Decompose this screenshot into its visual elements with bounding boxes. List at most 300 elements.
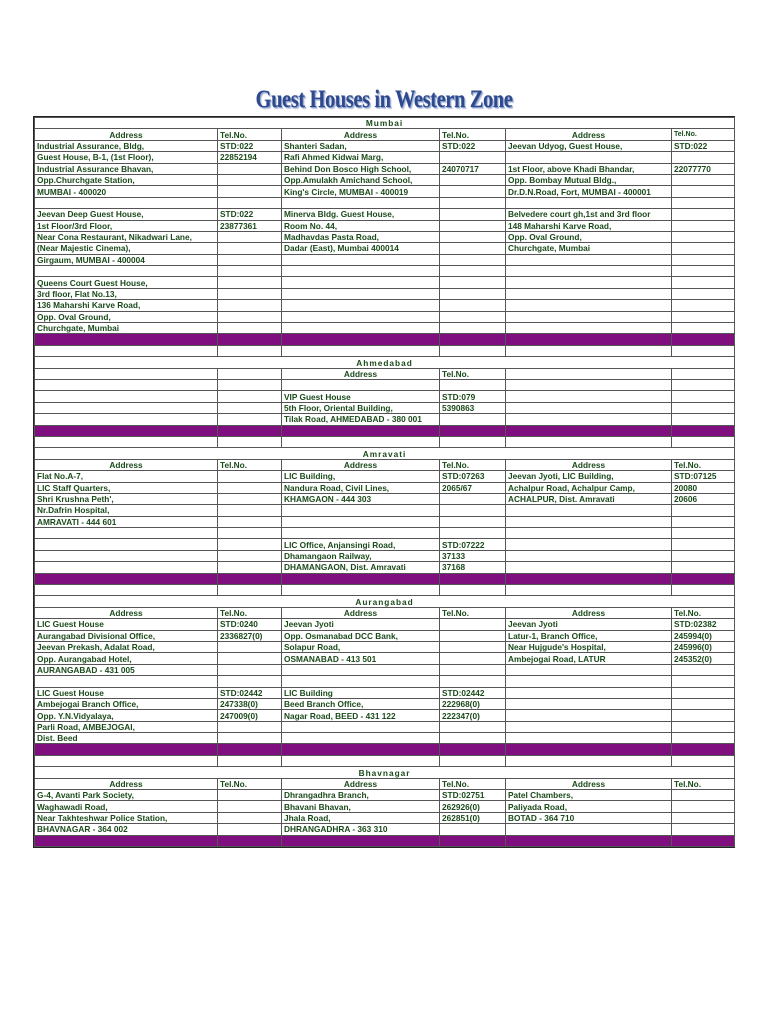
tel-header: Tel.No.: [440, 368, 506, 379]
header-row: [35, 459, 735, 470]
divider-cell: [35, 573, 218, 584]
address-cell: AURANGABAD - 431 005: [35, 664, 218, 675]
address-cell: Jeevan Jyoti: [282, 619, 440, 630]
header-row: [35, 778, 735, 789]
tel-header: Tel.No.: [440, 459, 506, 470]
tel-cell: STD:07222: [440, 539, 506, 550]
table-row: [35, 152, 735, 163]
table-row: [35, 676, 735, 687]
tel-cell: [218, 505, 282, 516]
table-row: [35, 641, 735, 652]
tel-cell: [440, 243, 506, 254]
address-cell: BOTAD - 364 710: [506, 812, 672, 823]
table-row: [35, 824, 735, 835]
table-row: [35, 482, 735, 493]
tel-cell: [672, 277, 735, 288]
address-cell: [282, 300, 440, 311]
address-cell: Opp.Amulakh Amichand School,: [282, 174, 440, 185]
address-cell: OSMANABAD - 413 501: [282, 653, 440, 664]
divider-cell: [218, 744, 282, 755]
divider-cell: [506, 835, 672, 846]
address-cell: Guest House, B-1, (1st Floor),: [35, 152, 218, 163]
table-row: [35, 140, 735, 151]
address-cell: King's Circle, MUMBAI - 400019: [282, 186, 440, 197]
address-cell: 136 Maharshi Karve Road,: [35, 300, 218, 311]
address-cell: [506, 311, 672, 322]
tel-cell: [440, 664, 506, 675]
address-header: Address: [282, 607, 440, 618]
tel-cell: [218, 539, 282, 550]
tel-cell: [440, 653, 506, 664]
table-row: [35, 471, 735, 482]
tel-cell: 222968(0): [440, 698, 506, 709]
address-cell: [506, 676, 672, 687]
tel-cell: [440, 152, 506, 163]
tel-cell: [672, 676, 735, 687]
tel-cell: [672, 288, 735, 299]
table-row: [35, 687, 735, 698]
tel-cell: [440, 197, 506, 208]
tel-cell: [672, 790, 735, 801]
tel-cell: STD:022: [672, 140, 735, 151]
tel-cell: [440, 231, 506, 242]
tel-cell: STD:02382: [672, 619, 735, 630]
section-bhavnagar: [35, 767, 735, 778]
address-header: Address: [282, 129, 440, 140]
address-header: Address: [506, 459, 672, 470]
divider-cell: [35, 835, 218, 846]
address-cell: LIC Staff Quarters,: [35, 482, 218, 493]
table-row: [35, 619, 735, 630]
header-row: [35, 129, 735, 140]
tel-cell: [218, 562, 282, 573]
address-cell: [282, 676, 440, 687]
address-cell: [506, 323, 672, 334]
address-cell: Shanteri Sadan,: [282, 140, 440, 151]
table-row: [35, 516, 735, 527]
address-cell: [282, 266, 440, 277]
table-row: [35, 539, 735, 550]
empty-cell: [218, 755, 282, 766]
tel-cell: [672, 379, 735, 390]
tel-cell: [672, 311, 735, 322]
city-heading: Bhavnagar: [35, 767, 735, 778]
tel-cell: STD:079: [440, 391, 506, 402]
tel-cell: [218, 790, 282, 801]
table-row: [35, 220, 735, 231]
tel-cell: [218, 231, 282, 242]
tel-cell: 245994(0): [672, 630, 735, 641]
tel-cell: 23877361: [218, 220, 282, 231]
address-cell: [35, 414, 218, 425]
tel-header: Tel.No.: [672, 607, 735, 618]
table-row: [35, 288, 735, 299]
address-cell: [506, 539, 672, 550]
tel-cell: [218, 391, 282, 402]
empty-cell: [506, 755, 672, 766]
empty-cell: [672, 585, 735, 596]
address-header: Address: [282, 778, 440, 789]
divider-cell: [218, 573, 282, 584]
divider-cell: [672, 744, 735, 755]
tel-cell: [218, 379, 282, 390]
address-cell: DHAMANGAON, Dist. Amravati: [282, 562, 440, 573]
tel-cell: [218, 300, 282, 311]
address-cell: [506, 402, 672, 413]
address-cell: Queens Court Guest House,: [35, 277, 218, 288]
divider-cell: [282, 835, 440, 846]
tel-cell: [218, 801, 282, 812]
address-cell: [282, 379, 440, 390]
tel-cell: [440, 630, 506, 641]
table-row: [35, 505, 735, 516]
address-cell: Nandura Road, Civil Lines,: [282, 482, 440, 493]
tel-cell: [218, 243, 282, 254]
empty-cell: [440, 436, 506, 447]
empty-cell: [506, 436, 672, 447]
tel-cell: [672, 220, 735, 231]
address-cell: Opp.Churchgate Station,: [35, 174, 218, 185]
tel-cell: 22852194: [218, 152, 282, 163]
divider-cell: [282, 744, 440, 755]
tel-cell: [218, 266, 282, 277]
empty-cell: [282, 345, 440, 356]
address-cell: Dhrangadhra Branch,: [282, 790, 440, 801]
tel-cell: [218, 174, 282, 185]
address-cell: Parli Road, AMBEJOGAI,: [35, 721, 218, 732]
divider-cell: [506, 425, 672, 436]
address-cell: Opp. Osmanabad DCC Bank,: [282, 630, 440, 641]
tel-cell: [672, 550, 735, 561]
tel-cell: 5390863: [440, 402, 506, 413]
tel-cell: [672, 664, 735, 675]
address-cell: [506, 254, 672, 265]
tel-cell: [672, 243, 735, 254]
address-cell: [35, 266, 218, 277]
address-cell: Jeevan Prekash, Adalat Road,: [35, 641, 218, 652]
address-cell: 3rd floor, Flat No.13,: [35, 288, 218, 299]
divider-cell: [218, 334, 282, 345]
table-row: [35, 277, 735, 288]
address-cell: [35, 676, 218, 687]
tel-cell: 24070717: [440, 163, 506, 174]
spacer-row: [35, 436, 735, 447]
tel-cell: [440, 414, 506, 425]
tel-cell: [218, 482, 282, 493]
address-cell: Jeevan Deep Guest House,: [35, 209, 218, 220]
tel-cell: [672, 528, 735, 539]
address-cell: Churchgate, Mumbai: [35, 323, 218, 334]
tel-cell: [672, 539, 735, 550]
tel-cell: 22077770: [672, 163, 735, 174]
tel-cell: [672, 562, 735, 573]
tel-cell: [672, 186, 735, 197]
tel-cell: [440, 493, 506, 504]
tel-cell: [440, 528, 506, 539]
address-cell: [506, 824, 672, 835]
tel-cell: STD:022: [440, 140, 506, 151]
address-cell: [35, 197, 218, 208]
address-cell: [35, 402, 218, 413]
address-cell: G-4, Avanti Park Society,: [35, 790, 218, 801]
address-cell: Churchgate, Mumbai: [506, 243, 672, 254]
address-cell: Nagar Road, BEED - 431 122: [282, 710, 440, 721]
table-row: [35, 197, 735, 208]
address-cell: [506, 266, 672, 277]
empty-cell: [672, 436, 735, 447]
city-heading: Ahmedabad: [35, 357, 735, 368]
guest-house-table: [33, 116, 735, 848]
tel-cell: [218, 414, 282, 425]
spacer-row: [35, 585, 735, 596]
table-row: [35, 790, 735, 801]
tel-cell: 247009(0): [218, 710, 282, 721]
address-cell: 5th Floor, Oriental Building,: [282, 402, 440, 413]
tel-header: Tel.No.: [218, 607, 282, 618]
section-divider: [35, 744, 735, 755]
tel-cell: [440, 323, 506, 334]
address-header: Address: [35, 459, 218, 470]
address-cell: Tilak Road, AHMEDABAD - 380 001: [282, 414, 440, 425]
divider-cell: [506, 573, 672, 584]
tel-cell: [672, 231, 735, 242]
address-cell: [506, 277, 672, 288]
address-cell: Dr.D.N.Road, Fort, MUMBAI - 400001: [506, 186, 672, 197]
tel-header: Tel.No.: [440, 607, 506, 618]
table-row: [35, 710, 735, 721]
tel-cell: [218, 824, 282, 835]
tel-cell: 2065/67: [440, 482, 506, 493]
tel-cell: 37168: [440, 562, 506, 573]
address-cell: LIC Office, Anjansingi Road,: [282, 539, 440, 550]
tel-header: Tel.No.: [440, 129, 506, 140]
tel-cell: [672, 812, 735, 823]
tel-cell: [218, 733, 282, 744]
tel-cell: 37133: [440, 550, 506, 561]
tel-cell: [440, 641, 506, 652]
tel-cell: [440, 721, 506, 732]
address-cell: Beed Branch Office,: [282, 698, 440, 709]
section-mumbai: [35, 118, 735, 129]
table-row: [35, 698, 735, 709]
divider-cell: [218, 835, 282, 846]
tel-cell: [218, 664, 282, 675]
address-cell: [506, 391, 672, 402]
tel-cell: [218, 641, 282, 652]
address-cell: LIC Building,: [282, 471, 440, 482]
empty-cell: [282, 755, 440, 766]
divider-cell: [35, 334, 218, 345]
divider-cell: [672, 573, 735, 584]
tel-header: Tel.No.: [672, 778, 735, 789]
address-cell: Rafi Ahmed Kidwai Marg,: [282, 152, 440, 163]
address-cell: [282, 733, 440, 744]
tel-header: Tel.No.: [218, 778, 282, 789]
tel-cell: [672, 300, 735, 311]
address-header: Address: [282, 459, 440, 470]
table-row: [35, 721, 735, 732]
tel-cell: [218, 812, 282, 823]
tel-header: Tel.No.: [440, 778, 506, 789]
empty-cell: [672, 368, 735, 379]
empty-cell: [218, 585, 282, 596]
address-cell: [282, 664, 440, 675]
address-cell: [282, 254, 440, 265]
tel-cell: [218, 471, 282, 482]
address-cell: Patel Chambers,: [506, 790, 672, 801]
tel-cell: [440, 288, 506, 299]
tel-cell: 262851(0): [440, 812, 506, 823]
address-cell: Minerva Bldg. Guest House,: [282, 209, 440, 220]
tel-cell: [218, 550, 282, 561]
table-row: [35, 186, 735, 197]
address-cell: [506, 414, 672, 425]
empty-cell: [672, 755, 735, 766]
address-cell: Industrial Assurance Bhavan,: [35, 163, 218, 174]
table-row: [35, 550, 735, 561]
city-heading: Aurangabad: [35, 596, 735, 607]
address-cell: Dhamangaon Railway,: [282, 550, 440, 561]
tel-cell: STD:02442: [440, 687, 506, 698]
address-cell: Waghawadi Road,: [35, 801, 218, 812]
address-cell: [35, 550, 218, 561]
address-cell: DHRANGADHRA - 363 310: [282, 824, 440, 835]
address-cell: [35, 391, 218, 402]
table-row: [35, 653, 735, 664]
address-cell: [506, 379, 672, 390]
empty-cell: [35, 436, 218, 447]
address-cell: KHAMGAON - 444 303: [282, 493, 440, 504]
address-header: Address: [35, 129, 218, 140]
table-row: [35, 493, 735, 504]
tel-cell: 20606: [672, 493, 735, 504]
table-row: [35, 231, 735, 242]
tel-cell: [672, 152, 735, 163]
address-cell: [506, 721, 672, 732]
address-cell: Flat No.A-7,: [35, 471, 218, 482]
section-divider: [35, 573, 735, 584]
table-row: [35, 379, 735, 390]
tel-cell: [218, 277, 282, 288]
divider-cell: [506, 744, 672, 755]
tel-cell: [672, 197, 735, 208]
tel-cell: [218, 516, 282, 527]
address-cell: Bhavani Bhavan,: [282, 801, 440, 812]
address-cell: Opp. Oval Ground,: [35, 311, 218, 322]
table-row: [35, 209, 735, 220]
address-cell: [506, 152, 672, 163]
tel-cell: 245352(0): [672, 653, 735, 664]
address-cell: Opp. Bombay Mutual Bldg.,: [506, 174, 672, 185]
empty-cell: [35, 585, 218, 596]
table-row: [35, 664, 735, 675]
section-divider: [35, 425, 735, 436]
empty-cell: [440, 345, 506, 356]
address-cell: Room No. 44,: [282, 220, 440, 231]
tel-header: Tel.No.: [218, 129, 282, 140]
address-cell: [506, 664, 672, 675]
empty-cell: [35, 345, 218, 356]
table-row: [35, 163, 735, 174]
address-cell: [35, 539, 218, 550]
tel-cell: STD:022: [218, 209, 282, 220]
city-heading: Amravati: [35, 448, 735, 459]
address-cell: [282, 277, 440, 288]
empty-cell: [218, 368, 282, 379]
address-cell: MUMBAI - 400020: [35, 186, 218, 197]
table-row: [35, 300, 735, 311]
header-row: [35, 368, 735, 379]
tel-cell: STD:0240: [218, 619, 282, 630]
tel-cell: [672, 414, 735, 425]
address-cell: Opp. Oval Ground,: [506, 231, 672, 242]
tel-cell: 247338(0): [218, 698, 282, 709]
tel-cell: [218, 721, 282, 732]
tel-header: Tel.No.: [672, 129, 735, 140]
address-cell: Near Hujgude's Hospital,: [506, 641, 672, 652]
address-cell: Ambejogai Branch Office,: [35, 698, 218, 709]
address-cell: [282, 323, 440, 334]
empty-cell: [35, 755, 218, 766]
address-cell: Behind Don Bosco High School,: [282, 163, 440, 174]
address-cell: Shri Krushna Peth',: [35, 493, 218, 504]
address-cell: BHAVNAGAR - 364 002: [35, 824, 218, 835]
divider-cell: [35, 744, 218, 755]
divider-cell: [282, 573, 440, 584]
address-header: Address: [506, 607, 672, 618]
divider-cell: [218, 425, 282, 436]
tel-cell: 245996(0): [672, 641, 735, 652]
table-row: [35, 391, 735, 402]
tel-cell: [672, 801, 735, 812]
address-cell: [506, 698, 672, 709]
address-cell: [506, 528, 672, 539]
section-divider: [35, 835, 735, 846]
address-cell: Industrial Assurance, Bldg,: [35, 140, 218, 151]
tel-cell: 2336827(0): [218, 630, 282, 641]
tel-cell: STD:022: [218, 140, 282, 151]
section-ahmedabad: [35, 357, 735, 368]
address-cell: LIC Guest House: [35, 619, 218, 630]
tel-cell: 20080: [672, 482, 735, 493]
empty-cell: [282, 585, 440, 596]
tel-cell: [672, 174, 735, 185]
empty-cell: [506, 368, 672, 379]
tel-cell: [672, 391, 735, 402]
address-header: Address: [35, 778, 218, 789]
table-row: [35, 254, 735, 265]
address-cell: Near Takhteshwar Police Station,: [35, 812, 218, 823]
address-cell: Near Cona Restaurant, Nikadwari Lane,: [35, 231, 218, 242]
tel-cell: [672, 733, 735, 744]
empty-cell: [218, 345, 282, 356]
tel-cell: [672, 710, 735, 721]
address-cell: Jeevan Udyog, Guest House,: [506, 140, 672, 151]
address-cell: [506, 733, 672, 744]
divider-cell: [672, 425, 735, 436]
address-cell: 148 Maharshi Karve Road,: [506, 220, 672, 231]
empty-cell: [506, 345, 672, 356]
city-heading: Mumbai: [35, 118, 735, 129]
tel-cell: [672, 323, 735, 334]
tel-cell: [672, 516, 735, 527]
address-cell: Opp. Y.N.Vidyalaya,: [35, 710, 218, 721]
address-cell: Aurangabad Divisional Office,: [35, 630, 218, 641]
address-cell: LIC Guest House: [35, 687, 218, 698]
address-cell: Dist. Beed: [35, 733, 218, 744]
tel-cell: 262926(0): [440, 801, 506, 812]
divider-cell: [440, 425, 506, 436]
